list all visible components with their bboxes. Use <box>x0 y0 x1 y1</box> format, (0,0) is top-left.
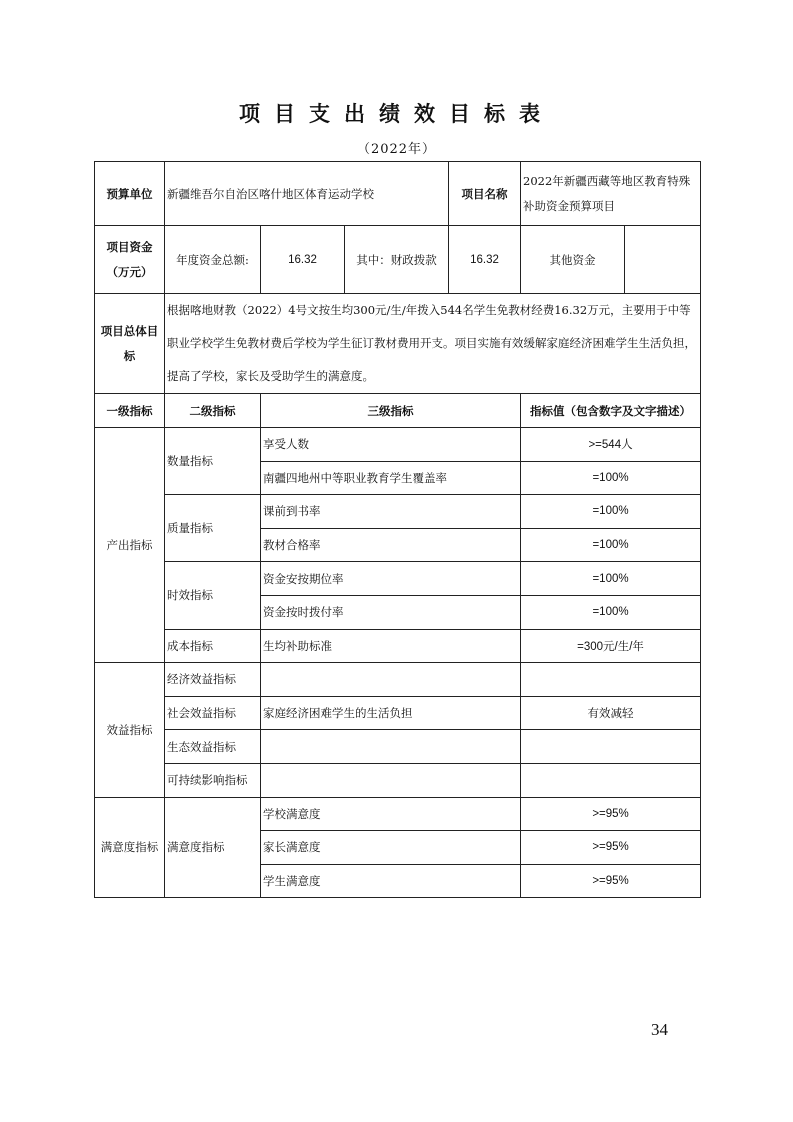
level3-cell: 家庭经济困难学生的生活负担 <box>261 696 521 730</box>
indicator-value-cell: =300元/生/年 <box>521 629 701 663</box>
level1-cell: 满意度指标 <box>95 797 165 898</box>
level3-cell: 资金按时拨付率 <box>261 595 521 629</box>
budget-unit-value: 新疆维吾尔自治区喀什地区体育运动学校 <box>165 162 449 226</box>
indicator-row <box>95 797 701 831</box>
level3-cell: 生均补助标准 <box>261 629 521 663</box>
funds-label-line2: （万元） <box>106 264 153 279</box>
level3-cell: 南疆四地州中等职业教育学生覆盖率 <box>261 461 521 495</box>
level2-cell: 质量指标 <box>165 495 261 562</box>
funds-label-line1: 项目资金 <box>106 239 153 254</box>
indicator-value-cell: =100% <box>521 595 701 629</box>
budget-unit-label: 预算单位 <box>95 162 165 226</box>
level2-cell: 时效指标 <box>165 562 261 629</box>
fiscal-label: 其中：财政拨款 <box>345 226 449 294</box>
indicator-row <box>95 730 701 764</box>
indicator-row <box>95 495 701 529</box>
year-label: （2022年） <box>356 142 437 157</box>
goal-row <box>95 294 701 394</box>
performance-goal-table <box>94 161 701 898</box>
level2-cell: 数量指标 <box>165 428 261 495</box>
level2-cell: 满意度指标 <box>165 797 261 898</box>
level2-cell: 成本指标 <box>165 629 261 663</box>
indicator-value-cell <box>521 763 701 797</box>
level1-cell: 效益指标 <box>95 663 165 797</box>
column-header-row <box>95 394 701 428</box>
funds-row <box>95 226 701 294</box>
indicator-row <box>95 562 701 596</box>
level3-cell <box>261 763 521 797</box>
level3-cell: 课前到书率 <box>261 495 521 529</box>
annual-total-value: 16.32 <box>261 226 345 294</box>
level3-cell <box>261 663 521 697</box>
document-title: 项目支出绩效目标表 <box>239 102 554 126</box>
indicator-row <box>95 428 701 462</box>
indicator-value-cell <box>521 730 701 764</box>
level2-cell: 可持续影响指标 <box>165 763 261 797</box>
col-value: 指标值（包含数字及文字描述） <box>521 394 701 428</box>
project-name-label: 项目名称 <box>449 162 521 226</box>
indicator-value-cell: 有效减轻 <box>521 696 701 730</box>
level1-cell: 产出指标 <box>95 428 165 663</box>
level3-cell: 资金安按期位率 <box>261 562 521 596</box>
indicator-value-cell <box>521 663 701 697</box>
indicator-value-cell: =100% <box>521 562 701 596</box>
level3-cell: 学生满意度 <box>261 864 521 898</box>
indicator-row <box>95 696 701 730</box>
indicator-value-cell: >=95% <box>521 831 701 865</box>
project-name-line1: 2022年新疆西藏等地区教育特殊 <box>523 173 691 188</box>
level2-cell: 社会效益指标 <box>165 696 261 730</box>
indicator-value-cell: >=95% <box>521 797 701 831</box>
level3-cell: 学校满意度 <box>261 797 521 831</box>
project-name-line2: 补助资金预算项目 <box>523 198 616 213</box>
level3-cell: 教材合格率 <box>261 528 521 562</box>
indicator-value-cell: =100% <box>521 495 701 529</box>
goal-label <box>95 294 165 394</box>
goal-label-line1: 项目总体目 <box>100 323 159 338</box>
indicator-body <box>95 428 701 898</box>
annual-total-label: 年度资金总额: <box>165 226 261 294</box>
level2-cell: 经济效益指标 <box>165 663 261 697</box>
header-row <box>95 162 701 226</box>
indicator-row <box>95 663 701 697</box>
other-funds-label: 其他资金 <box>521 226 625 294</box>
goal-label-line2: 标 <box>123 348 136 363</box>
level3-cell: 家长满意度 <box>261 831 521 865</box>
col-level3: 三级指标 <box>261 394 521 428</box>
other-funds-value <box>625 226 701 294</box>
page-number: 34 <box>651 1020 668 1039</box>
level3-cell: 享受人数 <box>261 428 521 462</box>
indicator-value-cell: =100% <box>521 461 701 495</box>
fiscal-value: 16.32 <box>449 226 521 294</box>
goal-text: 根据喀地财教（2022）4号文按生均300元/生/年拨入544名学生免教材经费16.32万元，主要用于中等职业学校学生免教材费后学校为学生征订教材费用开支。项目实施有效缓解家庭经济困难学生生活负担，提高了学校，家长及受助学生的满意度。 <box>165 294 701 394</box>
funds-label <box>95 226 165 294</box>
level3-cell <box>261 730 521 764</box>
col-level1: 一级指标 <box>95 394 165 428</box>
indicator-value-cell: =100% <box>521 528 701 562</box>
indicator-value-cell: >=95% <box>521 864 701 898</box>
indicator-row <box>95 629 701 663</box>
level2-cell: 生态效益指标 <box>165 730 261 764</box>
col-level2: 二级指标 <box>165 394 261 428</box>
indicator-value-cell: >=544人 <box>521 428 701 462</box>
project-name-value <box>521 162 701 226</box>
indicator-row <box>95 763 701 797</box>
